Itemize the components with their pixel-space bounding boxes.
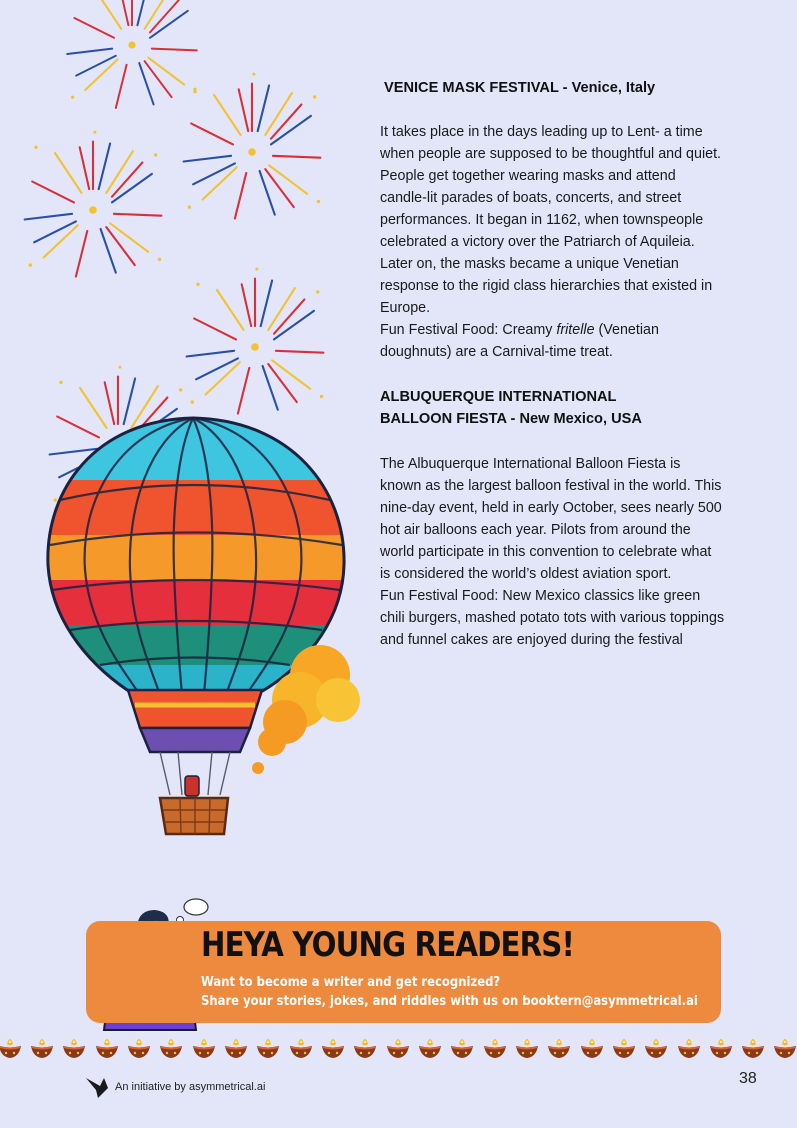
albuquerque-body [380, 453, 725, 651]
venice-body [380, 121, 725, 363]
albuquerque-heading [380, 386, 725, 430]
albuquerque-heading-line1: ALBUQUERQUE INTERNATIONAL [380, 389, 617, 405]
venice-article [380, 77, 725, 363]
banner-line-1: Want to become a writer and get recognized? [201, 974, 501, 990]
venice-food [380, 319, 725, 363]
albuquerque-food: Fun Festival Food: New Mexico classics like green chili burgers, mashed potato tots with various toppings and funnel cakes are enjoyed during the festival [380, 588, 725, 648]
venice-food-prefix: Fun Festival Food: Creamy [380, 322, 557, 338]
footer-initiative: An initiative by asymmetrical.ai [115, 1081, 266, 1093]
albuquerque-heading-line2: BALLOON FIESTA - New Mexico, USA [380, 411, 642, 427]
venice-food-italic: fritelle [556, 322, 595, 338]
banner-title: HEYA YOUNG READERS! [201, 925, 574, 965]
venice-description: It takes place in the days leading up to Lent- a time when people are supposed to be thoughtful and quiet. People get together wearing masks and attend candle-lit parades of boats, concerts, and street performances. It began in 1162, when townspeople celebrated a victory over the Patriarch of Aquileia. Later on, the masks became a unique Venetian response to the rigid class hierarchies that existed in Europe. [380, 124, 722, 316]
diya-lamp-row [0, 1039, 796, 1058]
banner-line-2: Share your stories, jokes, and riddles with us on booktern@asymmetrical.ai [201, 993, 698, 1009]
albuquerque-description: The Albuquerque International Balloon Fiesta is known as the largest balloon festival in the world. This nine-day event, held in early October, sees nearly 500 hot air balloons each year. Pilots from around the world participate in this convention to celebrate what is considered the world’s oldest aviation sport. [380, 456, 722, 582]
page-number: 38 [739, 1070, 757, 1087]
albuquerque-article [380, 386, 725, 651]
venice-heading: VENICE MASK FESTIVAL - Venice, Italy [384, 80, 656, 96]
venice-food-suffix: (Venetian doughnuts) are a Carnival-time treat. [380, 322, 659, 360]
hot-air-balloon-icon [40, 410, 350, 834]
bird-logo-icon [86, 1078, 108, 1098]
